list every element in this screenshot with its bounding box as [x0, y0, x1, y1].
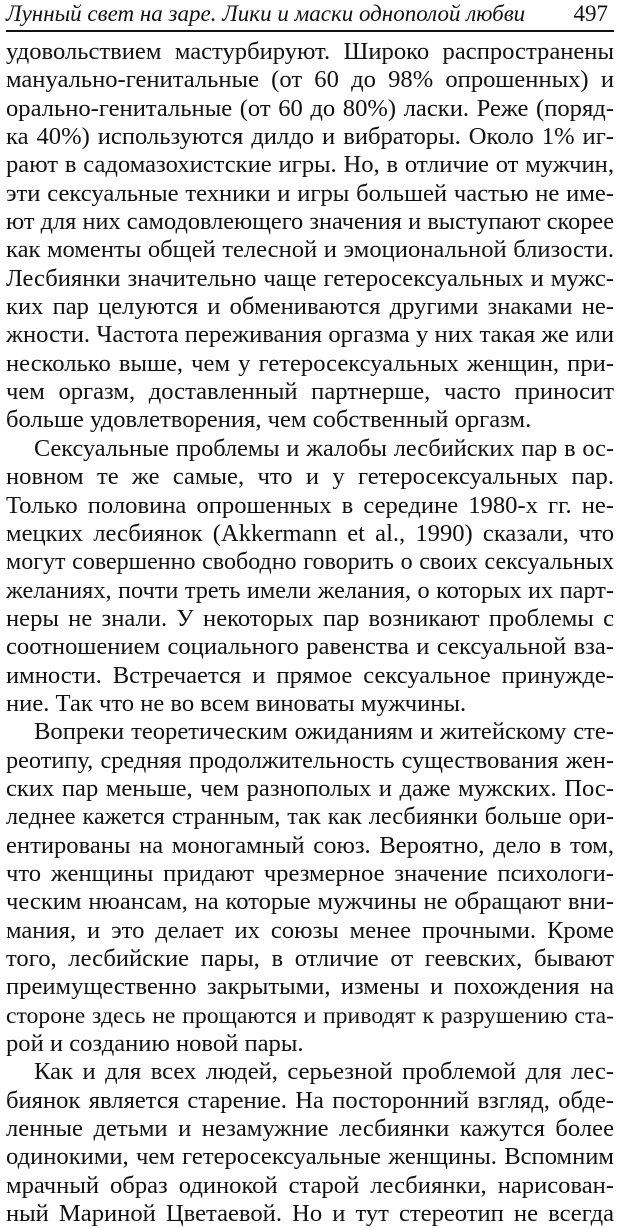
text-line: ских пар меньше, чем разнополых и даже мужских. Пос-	[6, 774, 614, 802]
text-line: несколько выше, чем у гетеросексуальных женщин, при-	[6, 349, 614, 377]
text-line: больше удовлетворения, чем собственный оргазм.	[6, 406, 532, 434]
text-line: ких пар целуются и обмениваются другими знаками не-	[6, 293, 614, 321]
text-line: Лесбиянки значительно чаще гетеросексуальных и мужс-	[6, 264, 614, 292]
text-line: реотипу, средняя продолжительность существования жен-	[6, 746, 614, 774]
text-line: стороне здесь не прощаются и приводят к разрушению ста-	[6, 1002, 614, 1029]
text-line: ленные детьми и незамужние лесбиянки кажутся более	[6, 1115, 614, 1143]
text-line: того, лесбийские пары, в отличие от геевских, бывают	[6, 945, 614, 972]
paragraph	[6, 435, 614, 718]
text-line: мецких лесбиянок (Akkermann et al., 1990) сказали, что	[6, 519, 614, 547]
text-line: преимущественно закрытыми, измены и похождения на	[6, 973, 614, 1001]
paragraph	[6, 38, 614, 435]
text-line: мрачный образ одинокой старой лесбиянки, нарисован-	[6, 1171, 614, 1199]
text-line: удовольствием мастурбируют. Широко распространены	[6, 38, 614, 65]
text-line: Только половина опрошенных в середине 1980-х гг. не-	[6, 491, 614, 519]
text-line: соотношением социального равенства и сексуальной вза-	[6, 633, 614, 661]
text-line: леднее кажется странным, так как лесбиянки больше ори-	[6, 803, 614, 831]
text-line: как моменты общей телесной и эмоциональной близости.	[6, 236, 614, 264]
text-line: ентированы на моногамный союз. Вероятно, дело в том,	[6, 831, 614, 859]
text-line: рой и созданию новой пары.	[6, 1030, 304, 1058]
text-line: рают в садомазохистские игры. Но, в отличие от мужчин,	[6, 151, 614, 179]
text-line: Вопреки теоретическим ожиданиям и житейскому сте-	[34, 718, 614, 746]
paragraph	[6, 718, 614, 1058]
text-line: новном те же самые, что и у гетеросексуальных пар.	[6, 463, 614, 491]
page-number: 497	[573, 1, 608, 26]
text-line: ный Мариной Цветаевой. Но и тут стереотип не всегда	[6, 1200, 614, 1228]
text-line: орально-генитальные (от 60 до 80%) ласки. Реже (поряд-	[6, 94, 614, 122]
text-line: ка 40%) используются дилдо и вибраторы. Около 1% иг-	[6, 123, 614, 151]
text-line: чем оргазм, доставленный партнерше, часто приносит	[6, 378, 614, 406]
text-line: Как и для всех людей, серьезной проблемой для лес-	[34, 1058, 614, 1086]
body-text	[6, 38, 614, 1228]
text-line: желаниях, почти треть имели желания, о которых их парт-	[6, 576, 614, 604]
text-line: ние. Так что не во всем виноваты мужчины.	[6, 689, 467, 717]
text-line: эти сексуальные техники и игры большей частью не име-	[6, 179, 614, 207]
text-line: мания, и это делает их союзы менее прочными. Кроме	[6, 916, 614, 944]
text-line: мануально-генитальные (от 60 до 98% опрошенных) и	[6, 66, 614, 94]
text-line: Сексуальные проблемы и жалобы лесбийских пар в ос-	[34, 434, 614, 462]
text-line: могут совершенно свободно говорить о своих сексуальных	[6, 549, 614, 576]
paragraph	[6, 1058, 614, 1228]
text-line: ют для них самодовлеющего значения и выступают скорее	[6, 208, 614, 236]
text-line: имности. Встречается и прямое сексуальное принужде-	[6, 661, 614, 689]
running-title: Лунный свет на заре. Лики и маски однополой любви	[6, 1, 526, 26]
text-line: ческим нюансам, на которые мужчины не обращают вни-	[6, 888, 614, 916]
text-line: жности. Частота переживания оргазма у них такая же или	[6, 321, 614, 349]
running-head	[6, 0, 614, 32]
text-line: одинокими, чем гетеросексуальные женщины. Вспомним	[6, 1143, 614, 1171]
text-line: биянок является старение. На посторонний взгляд, обде-	[6, 1086, 614, 1114]
text-line: неры не знали. У некоторых пар возникают проблемы с	[6, 604, 614, 632]
text-line: что женщины придают чрезмерное значение психологи-	[6, 859, 614, 887]
